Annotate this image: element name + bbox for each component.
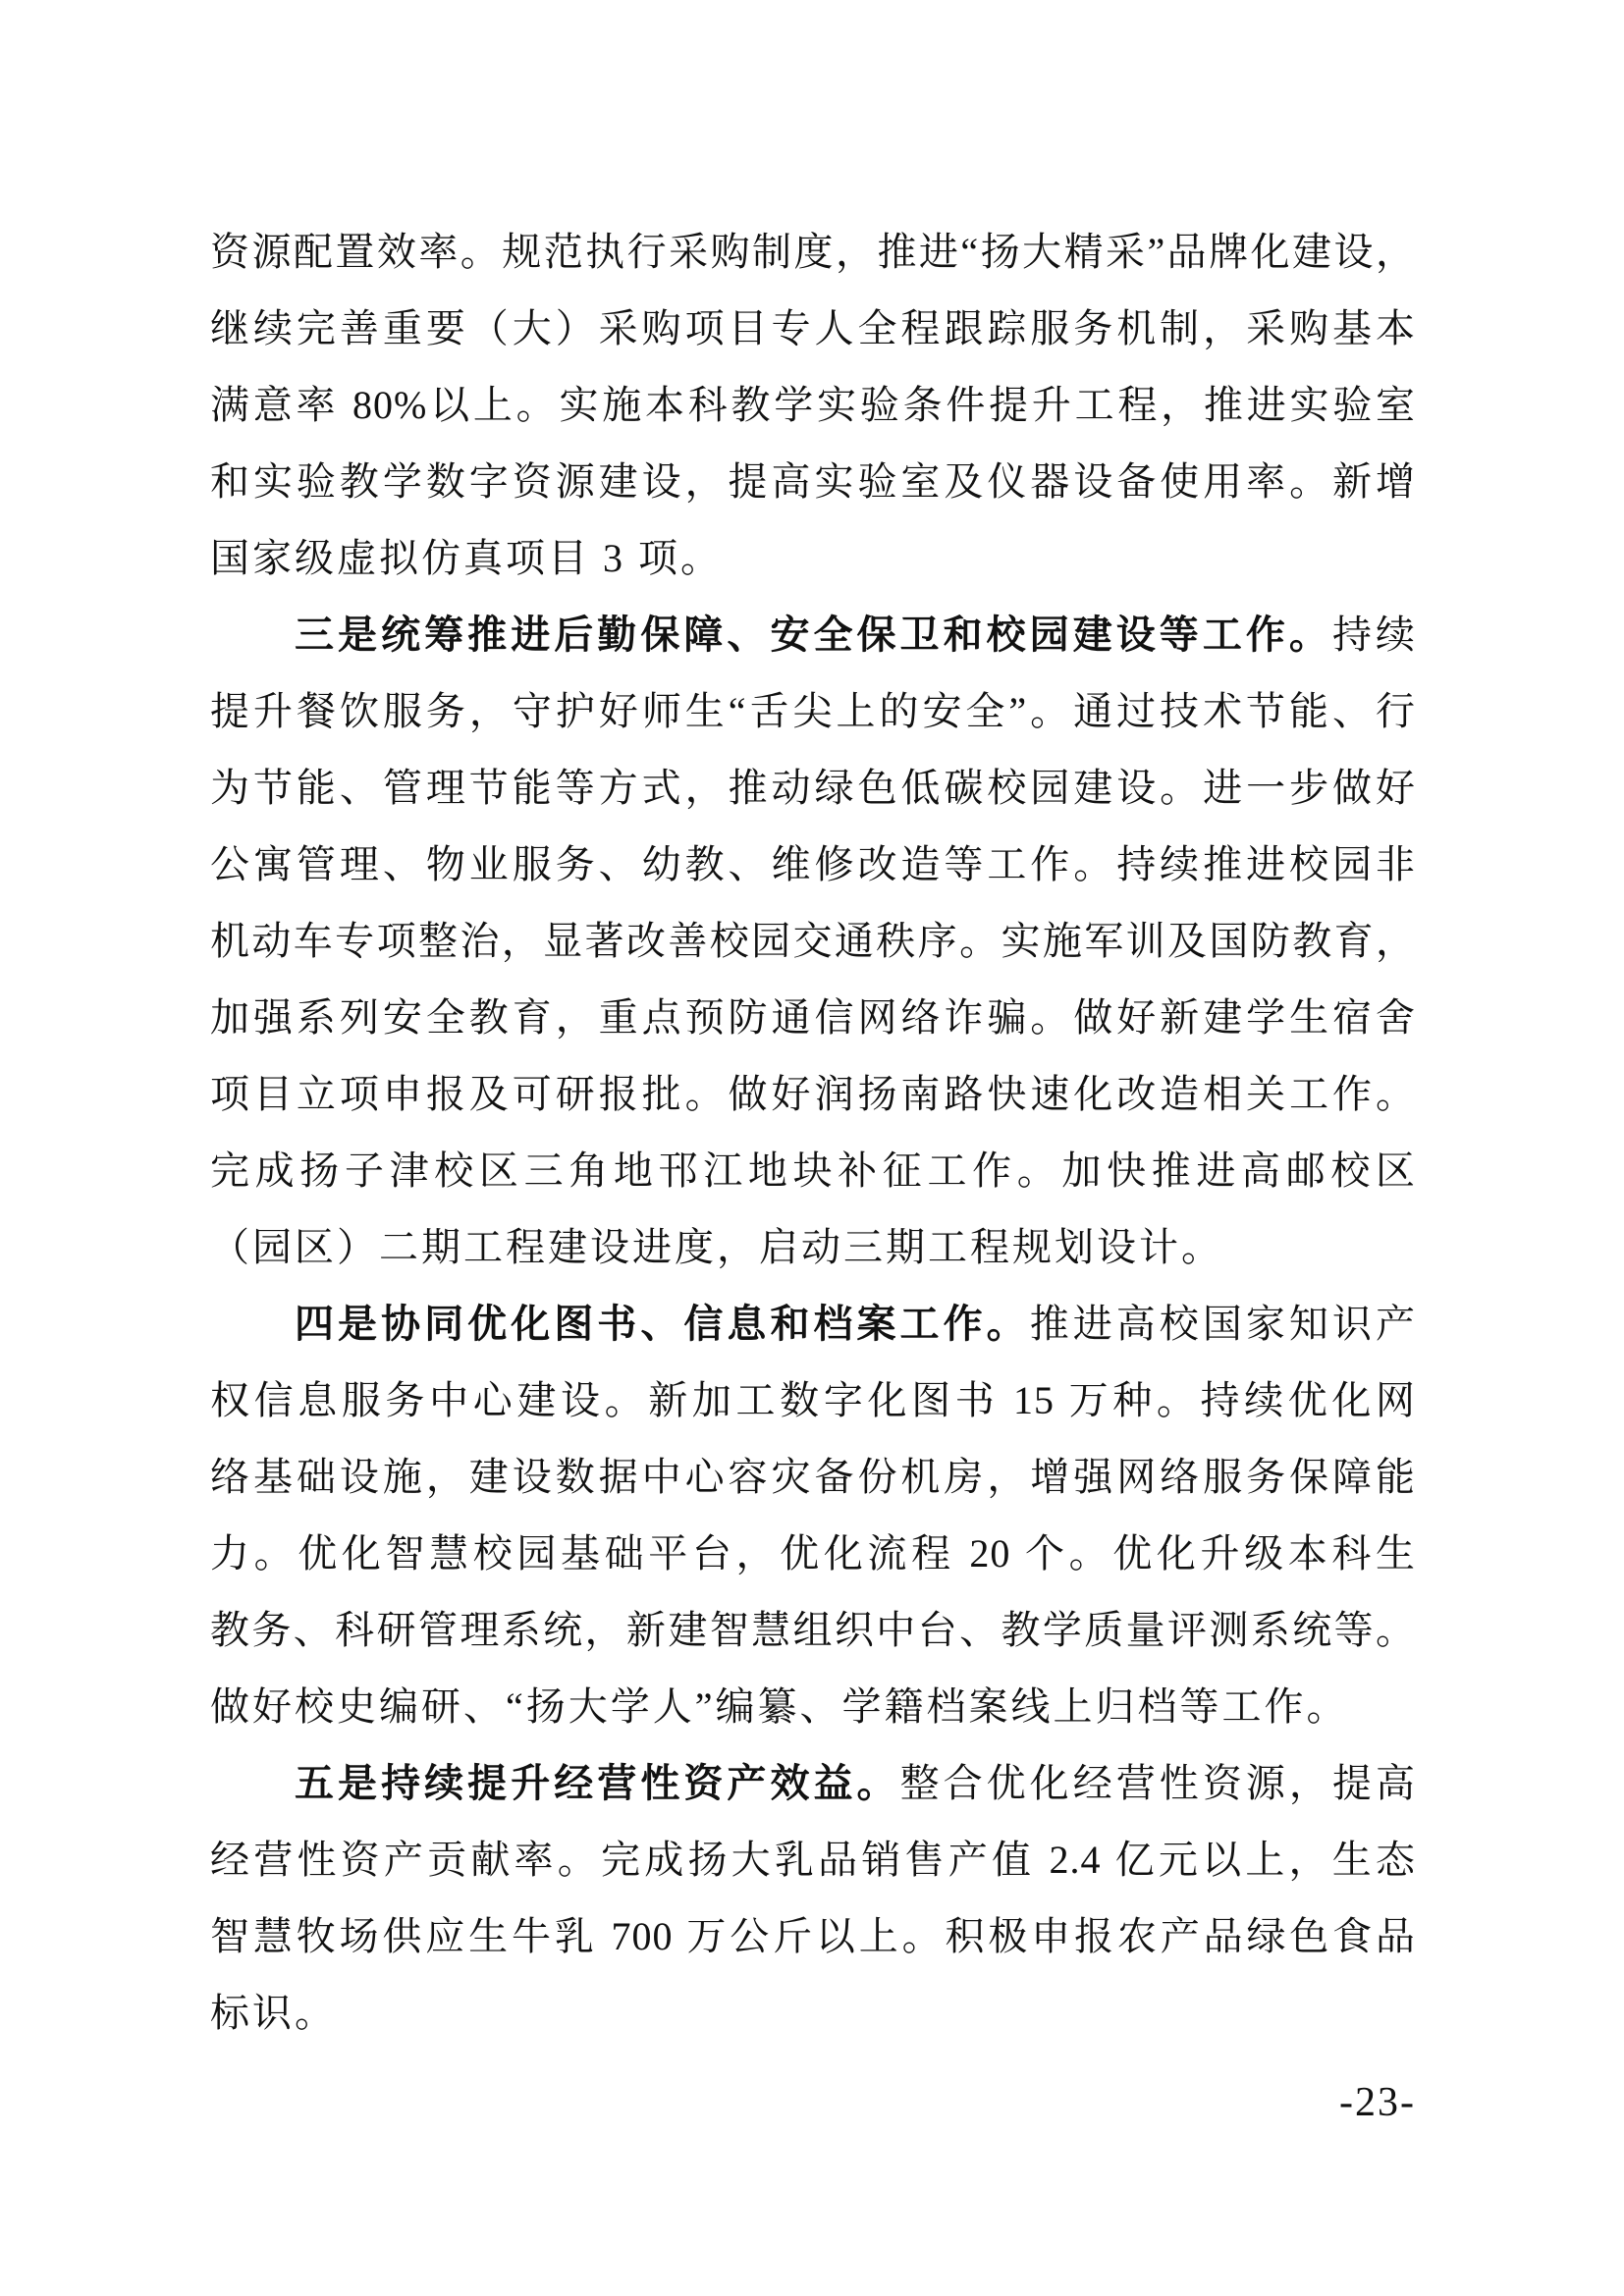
paragraph-text: 权信息服务中心建设。新加工数字化图书 15 万种。持续优化网 [210, 1378, 1416, 1422]
paragraph-text: 和实验教学数字资源建设，提高实验室及仪器设备使用率。新增 [210, 459, 1416, 504]
text-line [210, 673, 1416, 750]
paragraph-text: 智慧牧场供应生牛乳 700 万公斤以上。积极申报农产品绿色食品 [210, 1914, 1416, 1958]
text-line [210, 1822, 1416, 1898]
paragraph-text: 机动车专项整治，显著改善校园交通秩序。实施军训及国防教育， [210, 919, 1416, 963]
paragraph-text: 完成扬子津校区三角地邗江地块补征工作。加快推进高邮校区 [210, 1148, 1416, 1193]
paragraph-text: 继续完善重要（大）采购项目专人全程跟踪服务机制，采购基本 [210, 306, 1416, 350]
text-line [210, 827, 1416, 903]
paragraph-text: 力。优化智慧校园基础平台，优化流程 20 个。优化升级本科生 [210, 1531, 1416, 1575]
text-line [210, 1669, 1416, 1745]
paragraph-text: 公寓管理、物业服务、幼教、维修改造等工作。持续推进校园非 [210, 842, 1416, 886]
paragraph-text: 资源配置效率。规范执行采购制度，推进“扬大精采”品牌化建设， [210, 230, 1416, 274]
text-line [210, 291, 1416, 367]
document-body [210, 214, 1416, 2052]
page-number: -23- [1339, 2080, 1416, 2125]
text-line [210, 597, 1416, 673]
text-line [210, 1133, 1416, 1209]
paragraph-text: 提升餐饮服务，守护好师生“舌尖上的安全”。通过技术节能、行 [210, 689, 1416, 733]
text-line [210, 750, 1416, 827]
paragraph-text: 标识。 [210, 1991, 337, 2035]
text-line [210, 520, 1416, 597]
paragraph-text: 满意率 80%以上。实施本科教学实验条件提升工程，推进实验室 [210, 383, 1416, 427]
paragraph-lead-bold: 五是持续提升经营性资产效益。 [295, 1761, 900, 1805]
text-line [210, 444, 1416, 520]
paragraph-text: （园区）二期工程建设进度，启动三期工程规划设计。 [210, 1225, 1223, 1269]
paragraph-lead-bold: 四是协同优化图书、信息和档案工作。 [295, 1302, 1030, 1346]
text-line [210, 903, 1416, 980]
text-line [210, 1209, 1416, 1286]
text-line [210, 1975, 1416, 2052]
paragraph-text: 经营性资产贡献率。完成扬大乳品销售产值 2.4 亿元以上，生态 [210, 1838, 1416, 1882]
text-line [210, 980, 1416, 1056]
text-line [210, 1516, 1416, 1592]
paragraph-text: 推进高校国家知识产 [1029, 1302, 1417, 1346]
paragraph-text: 项目立项申报及可研报批。做好润扬南路快速化改造相关工作。 [210, 1072, 1416, 1116]
paragraph-text: 做好校史编研、“扬大学人”编纂、学籍档案线上归档等工作。 [210, 1684, 1349, 1729]
text-line [210, 1898, 1416, 1975]
paragraph-text: 教务、科研管理系统，新建智慧组织中台、教学质量评测系统等。 [210, 1608, 1416, 1652]
text-line [210, 1745, 1416, 1822]
text-line [210, 1439, 1416, 1516]
paragraph-text: 加强系列安全教育，重点预防通信网络诈骗。做好新建学生宿舍 [210, 995, 1416, 1040]
paragraph-text: 络基础设施，建设数据中心容灾备份机房，增强网络服务保障能 [210, 1455, 1416, 1499]
paragraph-text: 国家级虚拟仿真项目 3 项。 [210, 536, 723, 580]
paragraph-text: 持续 [1331, 613, 1417, 657]
text-line [210, 367, 1416, 444]
paragraph-text: 为节能、管理节能等方式，推动绿色低碳校园建设。进一步做好 [210, 766, 1416, 810]
paragraph-lead-bold: 三是统筹推进后勤保障、安全保卫和校园建设等工作。 [295, 613, 1332, 657]
text-line [210, 1286, 1416, 1362]
text-line [210, 1362, 1416, 1439]
text-line [210, 1056, 1416, 1133]
paragraph-text: 整合优化经营性资源，提高 [899, 1761, 1417, 1805]
text-line [210, 214, 1416, 291]
text-line [210, 1592, 1416, 1669]
